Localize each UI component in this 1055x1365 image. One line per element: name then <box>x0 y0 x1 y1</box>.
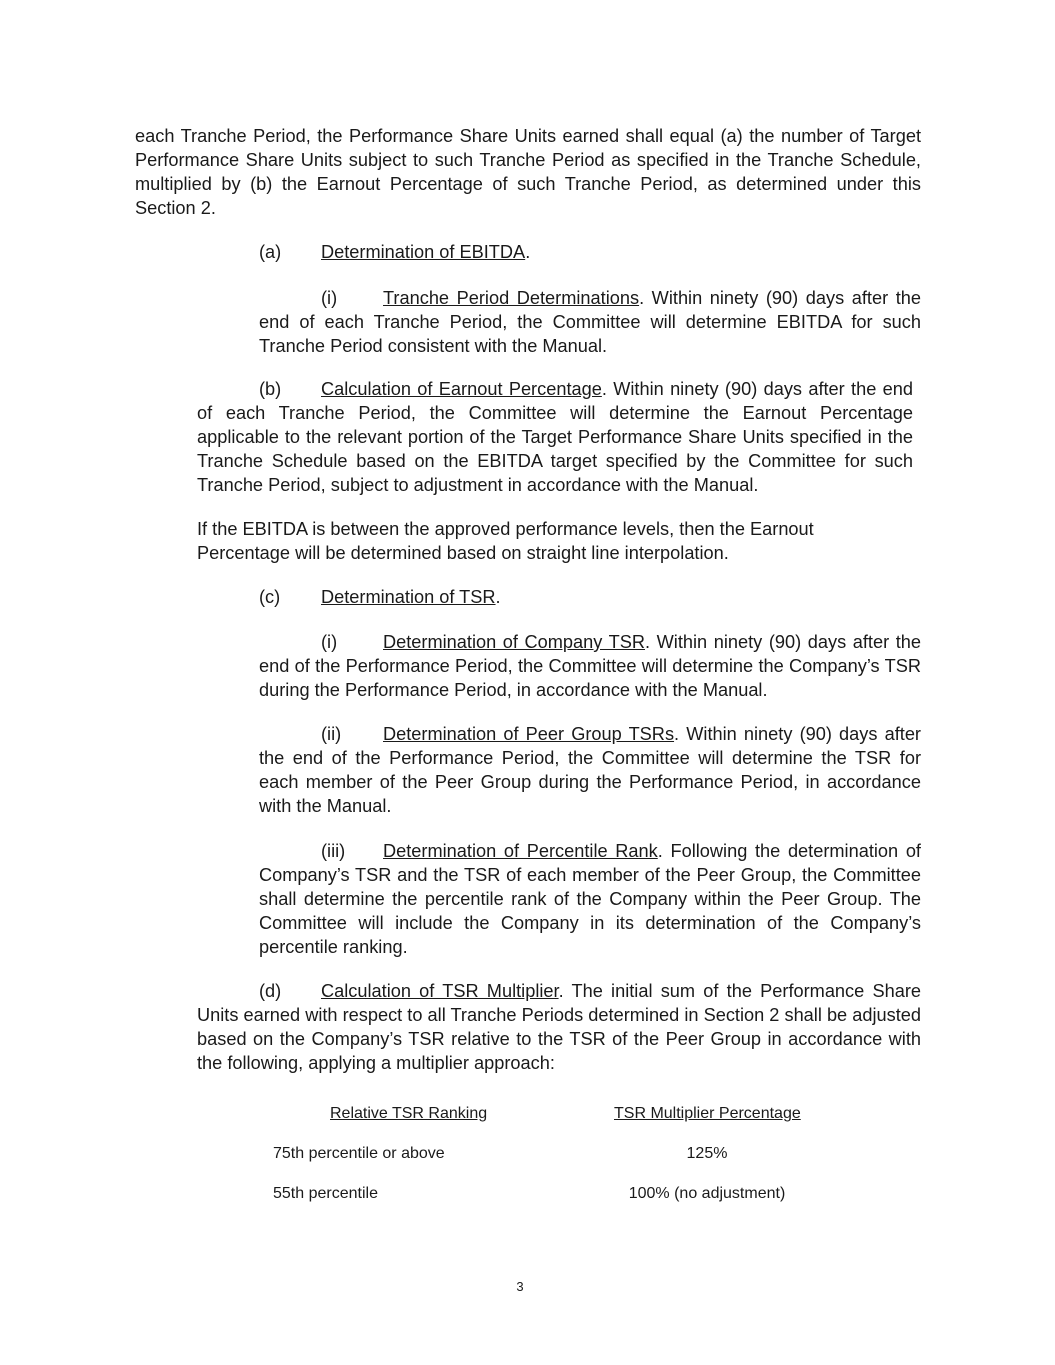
section-c-iii-text: . Following the determination of Company’s TSR and the TSR of each member of the Peer Group, the Committee shall determine the percentile rank of the Company within the Peer Group. The Committee will include the Company in its determination of the Company’s percentile ranking. <box>259 841 921 957</box>
section-a-label: (a) <box>259 242 282 262</box>
interpolation-paragraph <box>197 517 913 565</box>
section-c-i-label: (i) <box>321 632 338 652</box>
page-number: 3 <box>516 1279 524 1294</box>
section-c-iii-label: (iii) <box>321 841 346 861</box>
section-b-title: Calculation of Earnout Percentage <box>321 379 602 399</box>
section-a-title: Determination of EBITDA <box>321 242 526 262</box>
section-c-label: (c) <box>259 587 281 607</box>
section-a-period: . <box>525 242 531 262</box>
section-c-i-text: . Within ninety (90) days after the end of the Performance Period, the Committee will determine the Company’s TSR during the Performance Period, in accordance with the Manual. <box>259 632 921 700</box>
table-row-1-ranking: 75th percentile or above <box>273 1145 445 1162</box>
section-c-iii-paragraph <box>259 839 921 959</box>
table-header-multiplier: TSR Multiplier Percentage <box>614 1105 801 1122</box>
section-a-i-text: . Within ninety (90) days after the end of each Tranche Period, the Committee will determine EBITDA for such Tranche Period consistent with the Manual. <box>259 288 921 356</box>
intro-text: each Tranche Period, the Performance Share Units earned shall equal (a) the number of Target Performance Share Units subject to such Tranche Period as specified in the Tranche Schedule, multiplied by (b) the Earnout Percentage of such Tranche Period, as determined under this Section 2. <box>135 126 921 218</box>
section-b-label: (b) <box>259 379 282 399</box>
section-a-i-label: (i) <box>321 288 338 308</box>
section-c-i-title: Determination of Company TSR <box>383 632 645 652</box>
section-c-ii-paragraph <box>259 722 921 818</box>
section-b-text: . Within ninety (90) days after the end of each Tranche Period, the Committee will determine the Earnout Percentage applicable to the relevant portion of the Target Performance Share Units specified in the Tranche Schedule based on the EBITDA target specified by the Committee for such Tranche Period, subject to adjustment in accordance with the Manual. <box>197 379 913 495</box>
table-header-ranking: Relative TSR Ranking <box>330 1105 488 1122</box>
section-c-period: . <box>495 587 501 607</box>
interpolation-line-1: If the EBITDA is between the approved performance levels, then the Earnout <box>197 519 814 539</box>
section-c-ii-text: . Within ninety (90) days after the end of the Performance Period, the Committee will determine the TSR for each member of the Peer Group during the Performance Period, in accordance with the Manual. <box>259 724 921 816</box>
section-c-ii-label: (ii) <box>321 724 342 744</box>
section-c-ii-title: Determination of Peer Group TSRs <box>383 724 675 744</box>
section-a-i-paragraph <box>259 286 921 358</box>
section-c-title: Determination of TSR <box>321 587 496 607</box>
table-row-1-multiplier: 125% <box>686 1145 728 1162</box>
section-a-i-title: Tranche Period Determinations <box>383 288 640 308</box>
section-d-text: . The initial sum of the Performance Share Units earned with respect to all Tranche Periods determined in Section 2 shall be adjusted based on the Company’s TSR relative to the TSR of the Peer Group in accordance with the following, applying a multiplier approach: <box>197 981 921 1073</box>
interpolation-line-2: Percentage will be determined based on straight line interpolation. <box>197 543 729 563</box>
section-c-iii-title: Determination of Percentile Rank <box>383 841 658 861</box>
table-row-2-ranking: 55th percentile <box>273 1185 378 1202</box>
intro-paragraph <box>135 124 921 220</box>
section-d-title: Calculation of TSR Multiplier <box>321 981 559 1001</box>
section-d-label: (d) <box>259 981 282 1001</box>
section-b-paragraph <box>197 377 913 497</box>
table-row-2-multiplier: 100% (no adjustment) <box>628 1185 786 1202</box>
section-c-heading <box>259 585 921 609</box>
section-c-i-paragraph <box>259 630 921 702</box>
section-a-heading <box>259 240 921 264</box>
section-d-paragraph <box>197 979 921 1075</box>
